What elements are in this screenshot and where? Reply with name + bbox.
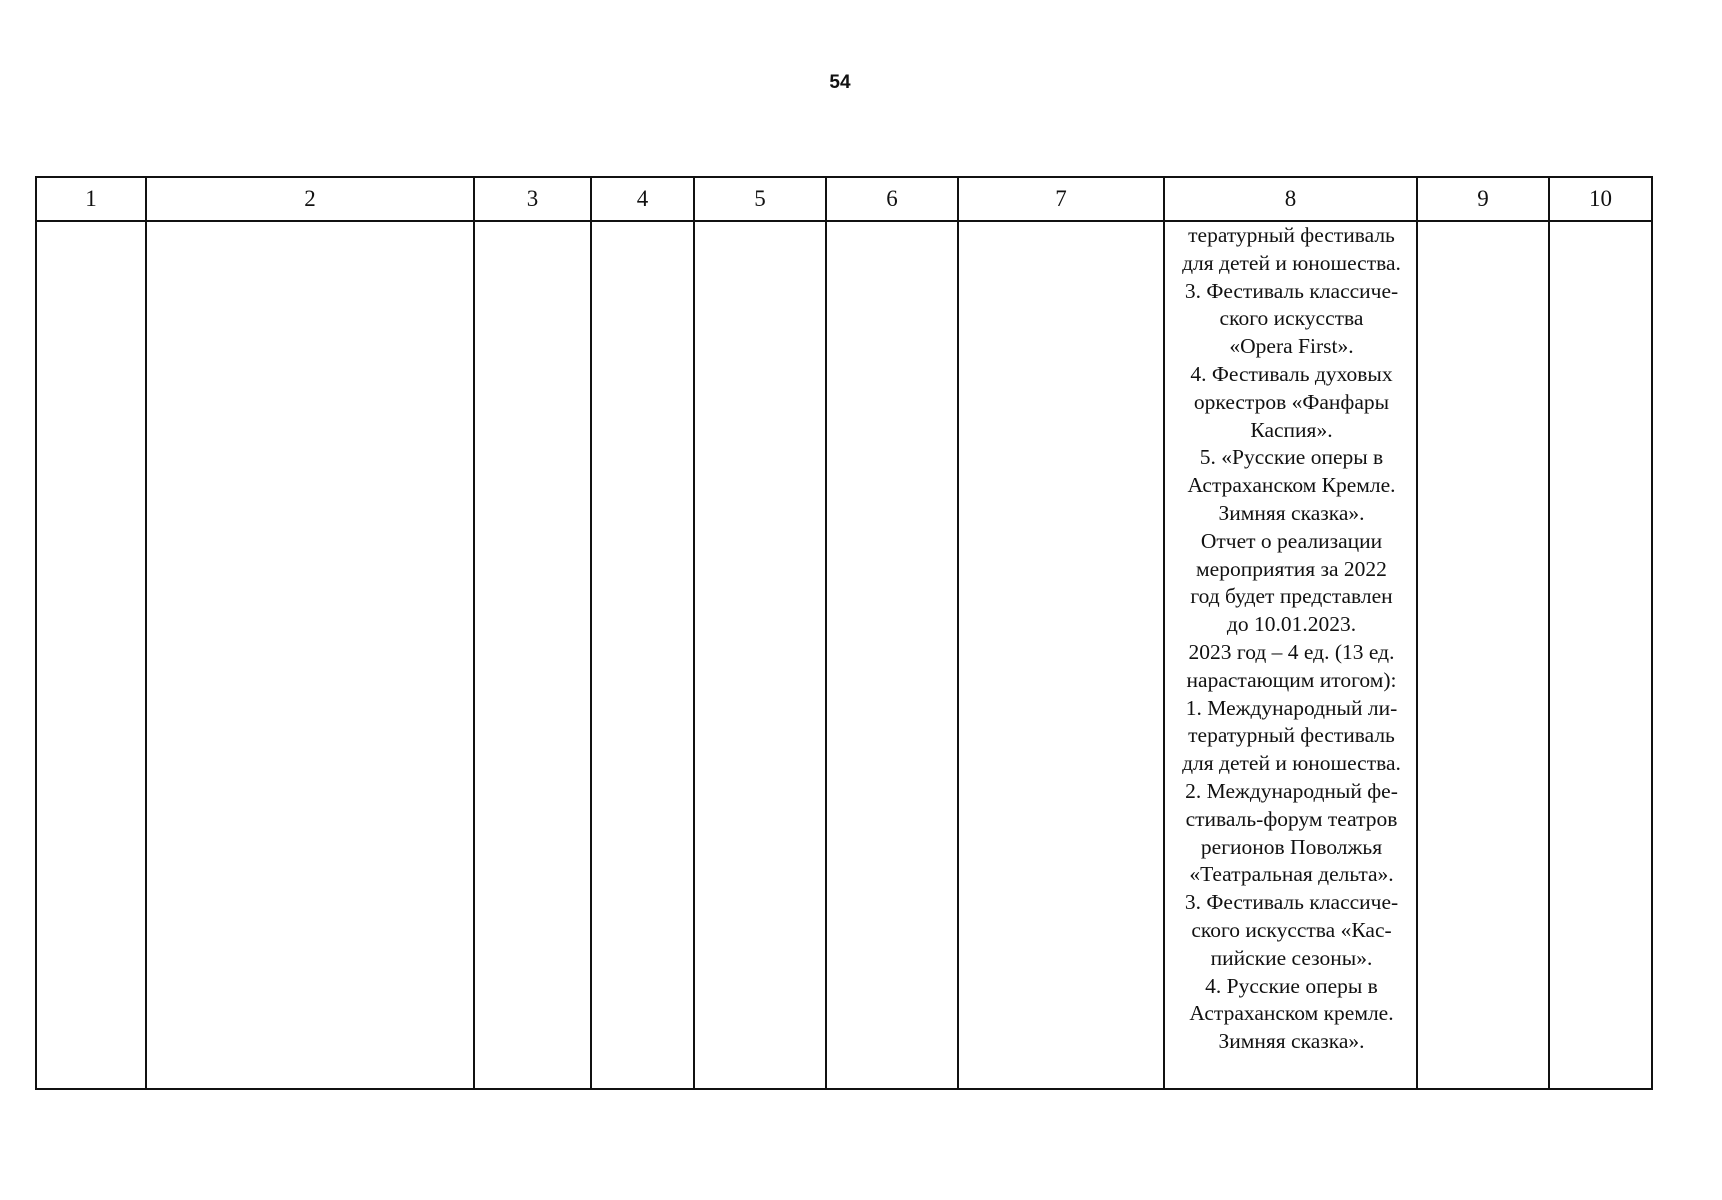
cell-col-1 <box>36 221 146 1089</box>
column-8-line: мероприятия за 2022 <box>1196 556 1387 581</box>
column-header-5: 5 <box>694 177 826 221</box>
column-header-6: 6 <box>826 177 958 221</box>
cell-col-4 <box>591 221 694 1089</box>
page-number: 54 <box>829 72 851 93</box>
column-header-2: 2 <box>146 177 474 221</box>
column-8-line: Астраханском кремле. <box>1189 1001 1394 1026</box>
cell-col-8 <box>1164 221 1417 1089</box>
column-8-line: «Opera First». <box>1229 334 1354 359</box>
column-8-line: 4. Русские оперы в <box>1205 973 1378 998</box>
cell-col-2 <box>146 221 474 1089</box>
column-8-line: Зимняя сказка». <box>1218 1029 1365 1054</box>
column-8-line: пийские сезоны». <box>1210 945 1373 970</box>
table-row <box>36 221 1652 1089</box>
column-8-line: Зимняя сказка». <box>1218 500 1365 525</box>
column-8-line: ского искусства <box>1219 306 1364 331</box>
column-8-line: тературный фестиваль <box>1188 223 1395 247</box>
data-table <box>35 176 1653 1090</box>
column-8-line: стиваль-форум театров <box>1185 806 1398 831</box>
column-8-line: оркестров «Фанфары <box>1193 389 1390 414</box>
cell-col-3 <box>474 221 591 1089</box>
column-header-9: 9 <box>1417 177 1549 221</box>
cell-col-7 <box>958 221 1164 1089</box>
column-8-line: для детей и юношества. <box>1182 250 1401 275</box>
column-header-1: 1 <box>36 177 146 221</box>
column-8-line: год будет представлен <box>1190 584 1393 609</box>
column-header-7: 7 <box>958 177 1164 221</box>
column-8-line: ского искусства «Кас- <box>1191 917 1392 942</box>
column-header-4: 4 <box>591 177 694 221</box>
cell-col-9 <box>1417 221 1549 1089</box>
column-8-line: 3. Фестиваль классиче- <box>1184 278 1399 303</box>
column-8-line: 3. Фестиваль классиче- <box>1184 890 1399 915</box>
column-header-3: 3 <box>474 177 591 221</box>
cell-col-5 <box>694 221 826 1089</box>
column-8-line: 5. «Русские оперы в <box>1199 445 1384 470</box>
column-header-10: 10 <box>1549 177 1652 221</box>
column-8-line: 2023 год – 4 ед. (13 ед. <box>1188 639 1395 664</box>
column-8-line: «Театральная дельта». <box>1189 862 1394 887</box>
cell-col-6 <box>826 221 958 1089</box>
column-8-text <box>1165 222 1416 1056</box>
cell-col-10 <box>1549 221 1652 1089</box>
column-8-line: Астраханском Кремле. <box>1187 473 1396 498</box>
column-8-line: для детей и юношества. <box>1182 751 1401 776</box>
header-row <box>36 177 1652 221</box>
column-header-8: 8 <box>1164 177 1417 221</box>
column-8-line: 2. Международный фе- <box>1185 778 1398 803</box>
column-8-line: 4. Фестиваль духовых <box>1190 361 1393 386</box>
column-8-line: нарастающим итогом): <box>1186 667 1397 692</box>
column-8-line: Каспия». <box>1250 417 1333 442</box>
column-8-line: до 10.01.2023. <box>1226 612 1357 637</box>
column-8-line: 1. Международный ли- <box>1185 695 1398 720</box>
column-8-line: Отчет о реализации <box>1200 528 1383 553</box>
column-8-line: регионов Поволжья <box>1200 834 1383 859</box>
column-8-line: тературный фестиваль <box>1188 723 1395 748</box>
